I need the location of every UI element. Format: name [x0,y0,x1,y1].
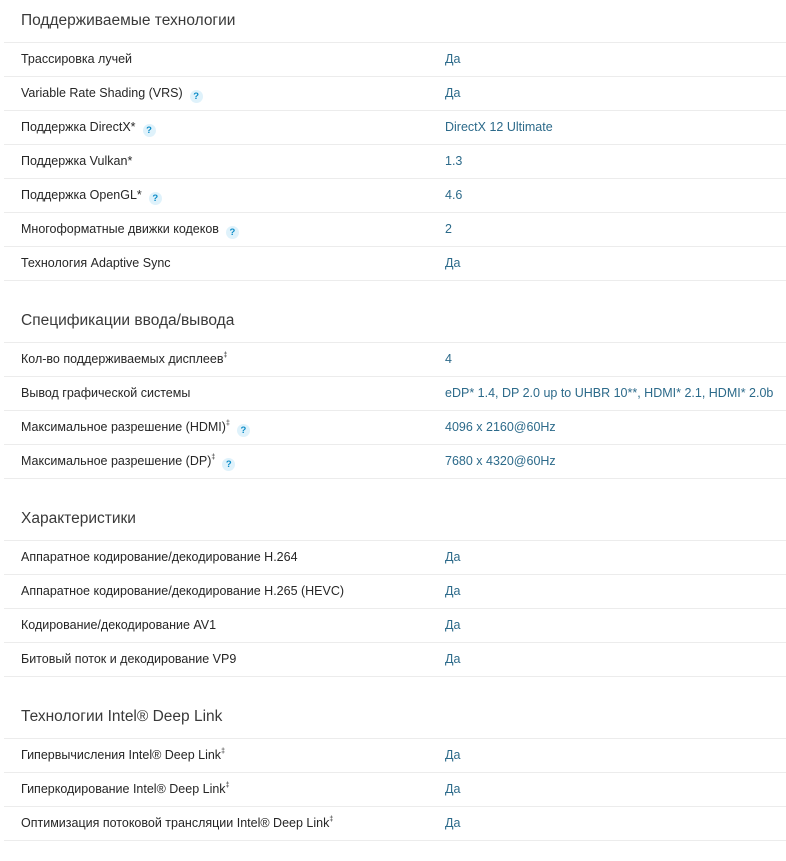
spec-label: Вывод графической системы [21,386,191,400]
spec-label: Максимальное разрешение (HDMI)‡? [21,411,250,444]
section-io-specs [4,300,786,479]
section-title: Поддерживаемые технологии [4,0,786,43]
spec-row-graphics-output [4,377,786,411]
section-title: Характеристики [4,498,786,541]
spec-value: Да [445,52,461,66]
question-icon[interactable]: ? [143,124,156,137]
spec-label: Поддержка OpenGL* ? [21,179,162,212]
spec-label: Гипервычисления Intel® Deep Link‡ [21,748,225,762]
footnote-mark: ‡ [225,782,230,789]
spec-row-stream-assist [4,807,786,841]
spec-row-codec-engines [4,213,786,247]
footnote-mark: ‡ [329,816,334,823]
section-supported-technologies [4,0,786,281]
question-icon[interactable]: ? [226,226,239,239]
spec-row-vp9 [4,643,786,677]
spec-row-max-res-hdmi [4,411,786,445]
spec-row-max-res-dp [4,445,786,479]
section-title: Технологии Intel® Deep Link [4,696,786,739]
spec-label: Оптимизация потоковой трансляции Intel® Deep Link‡ [21,816,334,830]
spec-value: Да [445,584,461,598]
spec-value: Да [445,748,461,762]
spec-row-h264 [4,541,786,575]
question-icon[interactable]: ? [149,192,162,205]
spec-label: Максимальное разрешение (DP)‡? [21,445,235,478]
spec-label: Кол-во поддерживаемых дисплеев‡ [21,352,228,366]
spec-row-hyper-compute [4,739,786,773]
footnote-mark: ‡ [223,352,228,359]
spec-row-adaptive-sync [4,247,786,281]
question-icon[interactable]: ? [222,458,235,471]
spec-value: DirectX 12 Ultimate [445,120,553,134]
spec-label: Гиперкодирование Intel® Deep Link‡ [21,782,230,796]
spec-value: eDP* 1.4, DP 2.0 up to UHBR 10**, HDMI* 2.1, HDMI* 2.0b [445,386,774,400]
spec-value: Да [445,782,461,796]
spec-label: Трассировка лучей [21,52,133,66]
question-icon[interactable]: ? [237,424,250,437]
spec-value: 2 [445,222,452,236]
spec-value: Да [445,550,461,564]
spec-label: Variable Rate Shading (VRS) ? [21,77,203,110]
spec-value: 1.3 [445,154,463,168]
spec-label: Кодирование/декодирование AV1 [21,618,217,632]
spec-row-h265 [4,575,786,609]
footnote-mark: ‡ [221,748,225,755]
spec-row-directx [4,111,786,145]
spec-row-displays [4,343,786,377]
spec-row-ray-tracing [4,43,786,77]
spec-label: Технология Adaptive Sync [21,256,171,270]
spec-label: Поддержка Vulkan* [21,154,133,168]
spec-label: Битовый поток и декодирование VP9 [21,652,237,666]
spec-row-opengl [4,179,786,213]
spec-row-vrs [4,77,786,111]
spec-row-hyper-encode [4,773,786,807]
spec-row-av1 [4,609,786,643]
spec-label: Поддержка DirectX* ? [21,111,156,144]
spec-value: 7680 x 4320@60Hz [445,454,556,468]
spec-label: Аппаратное кодирование/декодирование H.264 [21,550,298,564]
spec-value: Да [445,652,461,666]
section-features [4,498,786,677]
footnote-mark: ‡ [211,454,216,461]
spec-label: Многоформатные движки кодеков ? [21,213,239,246]
spec-value: 4 [445,352,452,366]
question-icon[interactable]: ? [190,90,203,103]
section-title: Спецификации ввода/вывода [4,300,786,343]
spec-value: 4096 x 2160@60Hz [445,420,556,434]
spec-value: 4.6 [445,188,463,202]
spec-value: Да [445,816,461,830]
spec-value: Да [445,618,461,632]
spec-row-vulkan [4,145,786,179]
spec-value: Да [445,256,461,270]
section-deep-link [4,696,786,841]
spec-label: Аппаратное кодирование/декодирование H.265 (HEVC) [21,584,345,598]
spec-value: Да [445,86,461,100]
footnote-mark: ‡ [225,420,230,427]
